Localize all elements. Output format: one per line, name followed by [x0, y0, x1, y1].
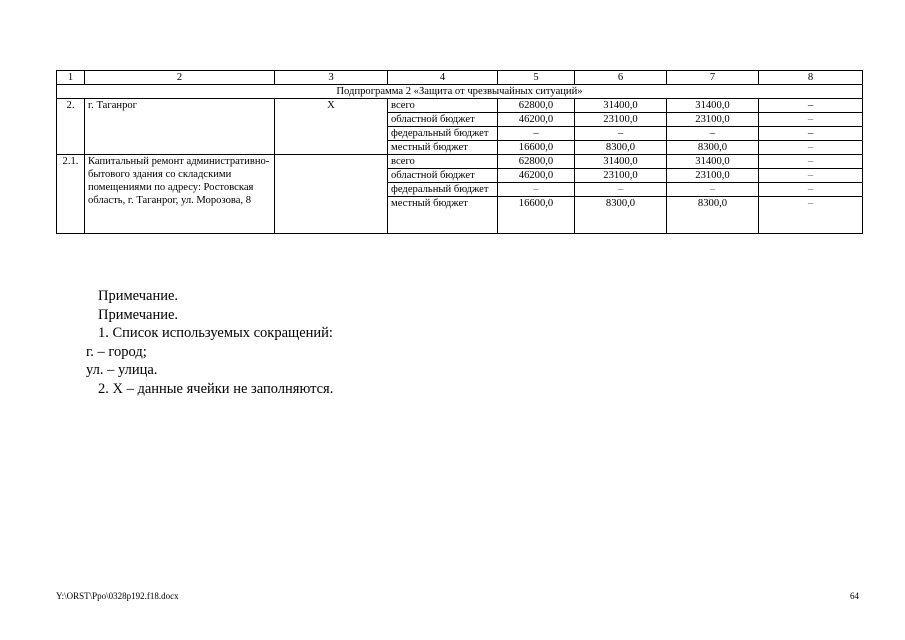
value-col6: 8300,0	[575, 197, 667, 234]
value-col8: –	[759, 113, 863, 127]
value-col8: –	[759, 183, 863, 197]
value-col5: 46200,0	[498, 113, 575, 127]
table-row	[57, 99, 863, 113]
note-x-meaning: 2. Х – данные ячейки не заполняются.	[98, 380, 334, 397]
row-number: 2.	[57, 99, 85, 155]
notes-block	[86, 287, 333, 399]
header-cell-6: 6	[575, 71, 667, 85]
footer-page-number: 64	[850, 591, 859, 601]
value-col8: –	[759, 197, 863, 234]
funding-type: местный бюджет	[388, 141, 498, 155]
value-col6: –	[575, 183, 667, 197]
note-heading: Примечание.	[98, 288, 179, 304]
subprogram-row	[57, 85, 863, 99]
value-col5: –	[498, 127, 575, 141]
value-col7: 31400,0	[667, 155, 759, 169]
value-col7: –	[667, 183, 759, 197]
note-abbreviations-title: 1. Список используемых сокращений:	[98, 325, 333, 342]
value-col7: –	[667, 127, 759, 141]
value-col7: 31400,0	[667, 99, 759, 113]
value-col6: –	[575, 127, 667, 141]
funding-type: областной бюджет	[388, 169, 498, 183]
header-cell-4: 4	[388, 71, 498, 85]
header-cell-8: 8	[759, 71, 863, 85]
table-header-row	[57, 71, 863, 85]
value-col5: 46200,0	[498, 169, 575, 183]
value-col7: 8300,0	[667, 197, 759, 234]
header-cell-5: 5	[498, 71, 575, 85]
value-col5: 16600,0	[498, 197, 575, 234]
value-col7: 8300,0	[667, 141, 759, 155]
row-col3	[275, 155, 388, 234]
footer-file-path: Y:\ORST\Ppo\0328p192.f18.docx	[56, 591, 179, 601]
row-col3: Х	[275, 99, 388, 155]
value-col8: –	[759, 169, 863, 183]
funding-type: всего	[388, 99, 498, 113]
note-abbreviation-street: ул. – улица.	[86, 362, 158, 379]
funding-type: областной бюджет	[388, 113, 498, 127]
value-col8: –	[759, 127, 863, 141]
funding-type: местный бюджет	[388, 197, 498, 234]
note-abbreviation-city: г. – город;	[86, 343, 147, 360]
budget-table	[56, 70, 863, 234]
note-heading-repeat: Примечание.	[98, 306, 179, 323]
value-col8: –	[759, 99, 863, 113]
table-row	[57, 155, 863, 169]
value-col7: 23100,0	[667, 169, 759, 183]
header-cell-3: 3	[275, 71, 388, 85]
value-col7: 23100,0	[667, 113, 759, 127]
value-col5: 62800,0	[498, 155, 575, 169]
value-col5: 62800,0	[498, 99, 575, 113]
value-col6: 31400,0	[575, 99, 667, 113]
header-cell-2: 2	[85, 71, 275, 85]
row-number: 2.1.	[57, 155, 85, 234]
value-col5: –	[498, 183, 575, 197]
funding-type: федеральный бюджет	[388, 127, 498, 141]
funding-type: федеральный бюджет	[388, 183, 498, 197]
header-cell-7: 7	[667, 71, 759, 85]
row-name: Капитальный ремонт административно-бытового здания со складскими помещениями по адресу: Ростовская область, г. Таганрог, ул. Морозова, 8	[85, 155, 275, 234]
value-col6: 31400,0	[575, 155, 667, 169]
value-col8: –	[759, 155, 863, 169]
subprogram-title: Подпрограмма 2 «Защита от чрезвычайных ситуаций»	[57, 85, 863, 99]
value-col8: –	[759, 141, 863, 155]
value-col6: 8300,0	[575, 141, 667, 155]
value-col6: 23100,0	[575, 113, 667, 127]
header-cell-1: 1	[57, 71, 85, 85]
value-col6: 23100,0	[575, 169, 667, 183]
row-name: г. Таганрог	[85, 99, 275, 155]
funding-type: всего	[388, 155, 498, 169]
value-col5: 16600,0	[498, 141, 575, 155]
